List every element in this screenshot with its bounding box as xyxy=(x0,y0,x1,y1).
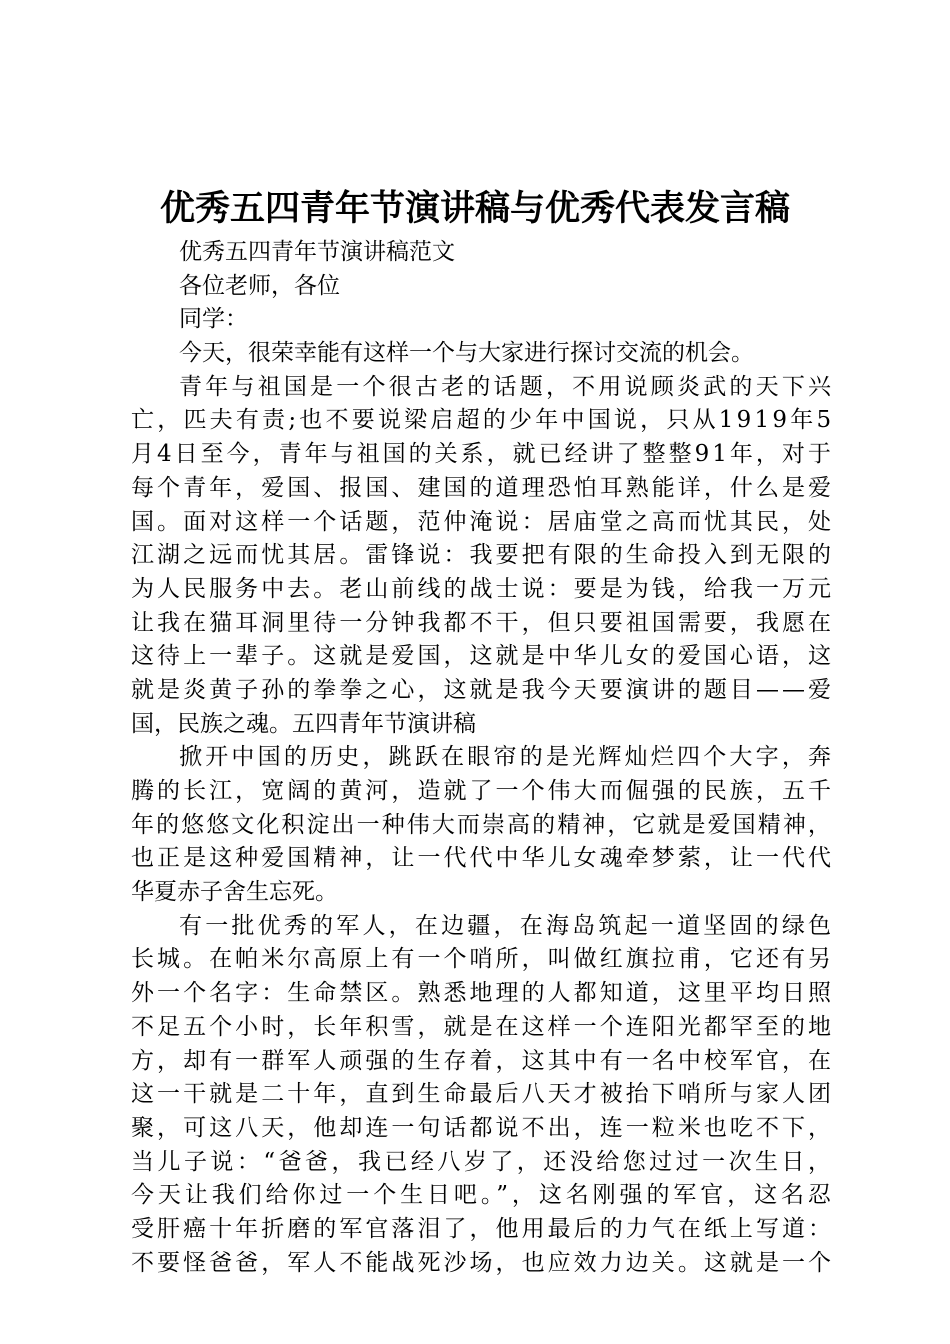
body-line: 不要怪爸爸，军人不能战死沙场，也应效力边关。这就是一个 xyxy=(131,1249,835,1276)
body-line: 外一个名字：生命禁区。熟悉地理的人都知道，这里平均日照 xyxy=(131,980,835,1007)
document-body xyxy=(131,236,835,1280)
body-line: 掀开中国的历史，跳跃在眼帘的是光辉灿烂四个大字，奔 xyxy=(179,744,835,771)
body-line: 国，民族之魂。五四青年节演讲稿 xyxy=(131,710,476,737)
body-line: 让我在猫耳洞里待一分钟我都不干，但只要祖国需要，我愿在 xyxy=(131,609,835,636)
body-line: 方，却有一群军人顽强的生存着，这其中有一名中校军官，在 xyxy=(131,1047,835,1074)
body-line: 今天，很荣幸能有这样一个与大家进行探讨交流的机会。 xyxy=(179,340,754,367)
body-line: 优秀五四青年节演讲稿范文 xyxy=(179,239,455,265)
body-line: 华夏赤子舍生忘死。 xyxy=(131,879,338,906)
body-line: 长城。在帕米尔高原上有一个哨所，叫做红旗拉甫，它还有另 xyxy=(131,946,835,973)
body-line: 青年与祖国是一个很古老的话题，不用说顾炎武的天下兴 xyxy=(179,373,835,400)
body-line: 就是炎黄子孙的拳拳之心，这就是我今天要演讲的题目——爱 xyxy=(131,676,835,703)
body-line: 今天让我们给你过一个生日吧。”，这名刚强的军官，这名忍 xyxy=(131,1182,835,1209)
body-line: 同学： xyxy=(179,306,248,333)
body-line: 腾的长江，宽阔的黄河，造就了一个伟大而倔强的民族，五千 xyxy=(131,778,835,804)
body-line: 月4日至今，青年与祖国的关系，就已经讲了整整91年，对于 xyxy=(131,441,834,468)
body-line: 受肝癌十年折磨的军官落泪了，他用最后的力气在纸上写道： xyxy=(131,1215,835,1242)
body-line: 年的悠悠文化积淀出一种伟大而崇高的精神，它就是爱国精神， xyxy=(131,811,833,838)
body-line: 这待上一辈子。这就是爱国，这就是中华儿女的爱国心语，这 xyxy=(131,643,835,670)
body-line: 各位老师，各位 xyxy=(179,272,340,299)
body-line: 每个青年，爱国、报国、建国的道理恐怕耳熟能详，什么是爱 xyxy=(131,474,835,501)
body-line: 国。面对这样一个话题，范仲淹说：居庙堂之高而忧其民，处 xyxy=(131,508,835,535)
body-line: 聚，可这八天，他却连一句话都说不出，连一粒米也吃不下， xyxy=(131,1114,835,1141)
body-line: 有一批优秀的军人，在边疆，在海岛筑起一道坚固的绿色 xyxy=(179,912,835,939)
body-line: 当儿子说：“爸爸，我已经八岁了，还没给您过过一次生日， xyxy=(131,1148,835,1175)
document-title: 优秀五四青年节演讲稿与优秀代表发言稿 xyxy=(159,188,790,229)
body-line: 江湖之远而忧其居。雷锋说：我要把有限的生命投入到无限的 xyxy=(131,542,835,569)
body-line: 为人民服务中去。老山前线的战士说：要是为钱，给我一万元 xyxy=(131,575,835,602)
body-line: 不足五个小时，长年积雪，就是在这样一个连阳光都罕至的地 xyxy=(131,1013,835,1040)
body-line: 这一干就是二十年，直到生命最后八天才被抬下哨所与家人团 xyxy=(131,1081,835,1108)
body-line: 也正是这种爱国精神，让一代代中华儿女魂牵梦萦，让一代代 xyxy=(131,845,835,872)
body-line: 亡，匹夫有责;也不要说梁启超的少年中国说，只从1919年5 xyxy=(131,407,835,434)
